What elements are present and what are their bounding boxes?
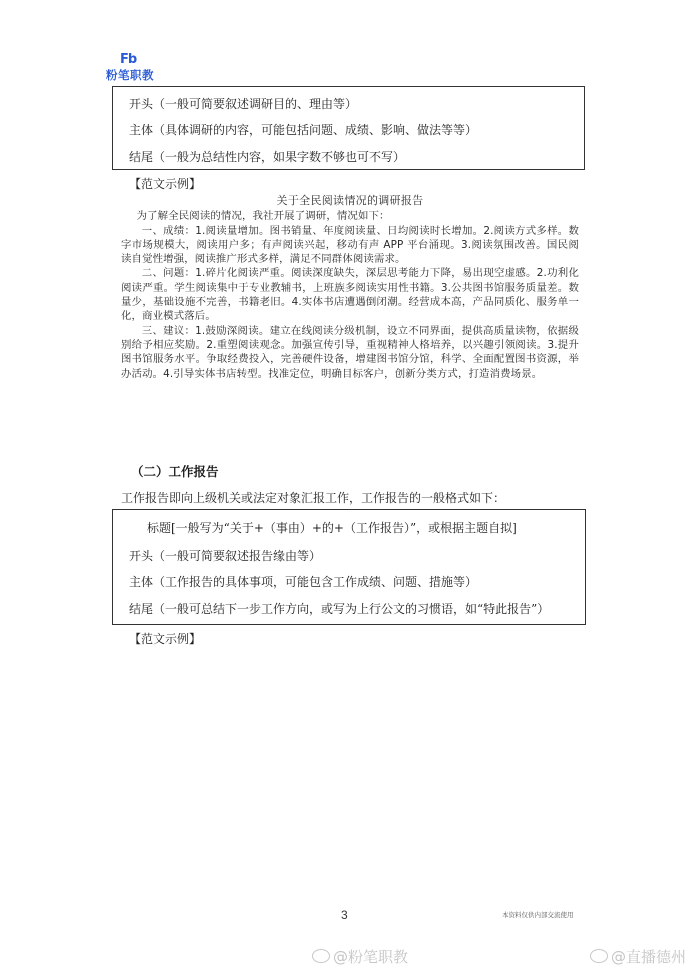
article-title: 关于全民阅读情况的调研报告 <box>276 194 424 207</box>
article-paragraph: 二、问题：1.碎片化阅读严重。阅读深度缺失，深层思考能力下降，易出现空虚感。2.功利化阅读严重。学生阅读集中于专业教辅书，上班族多阅读实用性书籍。3.公共图书馆服务质量差。数量少，基础设施不完善，书籍老旧。4.实体书店遭遇倒闭潮。经营成本高，产品同质化、服务单一化，商业模式落后。 <box>121 267 579 323</box>
format-line-body: 主体（工作报告的具体事项，可能包含工作成绩、问题、措施等） <box>129 575 478 589</box>
sample-label: 【范文示例】 <box>129 177 202 191</box>
watermark-left-text: @粉笔职教 <box>333 948 409 966</box>
weibo-icon <box>312 949 330 963</box>
page-number: 3 <box>341 908 348 922</box>
format-line-ending: 结尾（一般可总结下一步工作方向，或写为上行公文的习惯语，如“特此报告”） <box>129 602 550 616</box>
sample-article <box>121 194 579 381</box>
logo-text: 粉笔职教 <box>106 68 154 82</box>
work-report-format-box <box>112 509 586 625</box>
format-line-opening: 开头（一般可简要叙述报告缘由等） <box>129 549 322 563</box>
footer-note: 本资料仅供内部交流使用 <box>502 911 574 919</box>
format-line-title: 标题[一般写为“关于+（事由）+的+（工作报告）”，或根据主题自拟] <box>147 521 517 535</box>
article-paragraph: 为了解全民阅读的情况，我社开展了调研，情况如下： <box>136 210 390 223</box>
format-line-ending: 结尾（一般为总结性内容，如果字数不够也可不写） <box>129 150 406 164</box>
watermark-left <box>312 946 408 967</box>
logo-mark: Fb <box>120 52 137 67</box>
brand-logo <box>106 52 166 84</box>
weibo-icon <box>590 949 608 963</box>
sample-label: 【范文示例】 <box>129 632 202 646</box>
research-format-box <box>112 86 585 170</box>
article-paragraph: 三、建议：1.鼓励深阅读。建立在线阅读分级机制，设立不同界面，提供高质量读物，依据级别给予相应奖励。2.重塑阅读观念。加强宣传引导，重视精神人格培养，以兴趣引领阅读。3.提升图书馆服务水平。争取经费投入，完善硬件设备，增建图书馆分馆，科学、全面配置图书资源，举办活动。4.引导实体书店转型。找准定位，明确目标客户，创新分类方式，打造消费场景。 <box>121 324 579 380</box>
format-line-body: 主体（具体调研的内容，可能包括问题、成绩、影响、做法等等） <box>129 123 478 137</box>
section-heading: （二）工作报告 <box>131 464 219 479</box>
article-paragraph: 一、成绩：1.阅读量增加。图书销量、年度阅读量、日均阅读时长增加。2.阅读方式多样。数字市场规模大，阅读用户多；有声阅读兴起，移动有声 APP 平台涌现。3.阅读氛围改善。国民阅读自觉性增强，阅读推广形式多样，满足不同群体阅读需求。 <box>121 224 579 266</box>
watermark-right <box>590 946 686 967</box>
section-intro: 工作报告即向上级机关或法定对象汇报工作，工作报告的一般格式如下： <box>121 491 506 505</box>
watermark-right-text: @直播德州 <box>611 948 687 966</box>
format-line-opening: 开头（一般可简要叙述调研目的、理由等） <box>129 97 358 111</box>
